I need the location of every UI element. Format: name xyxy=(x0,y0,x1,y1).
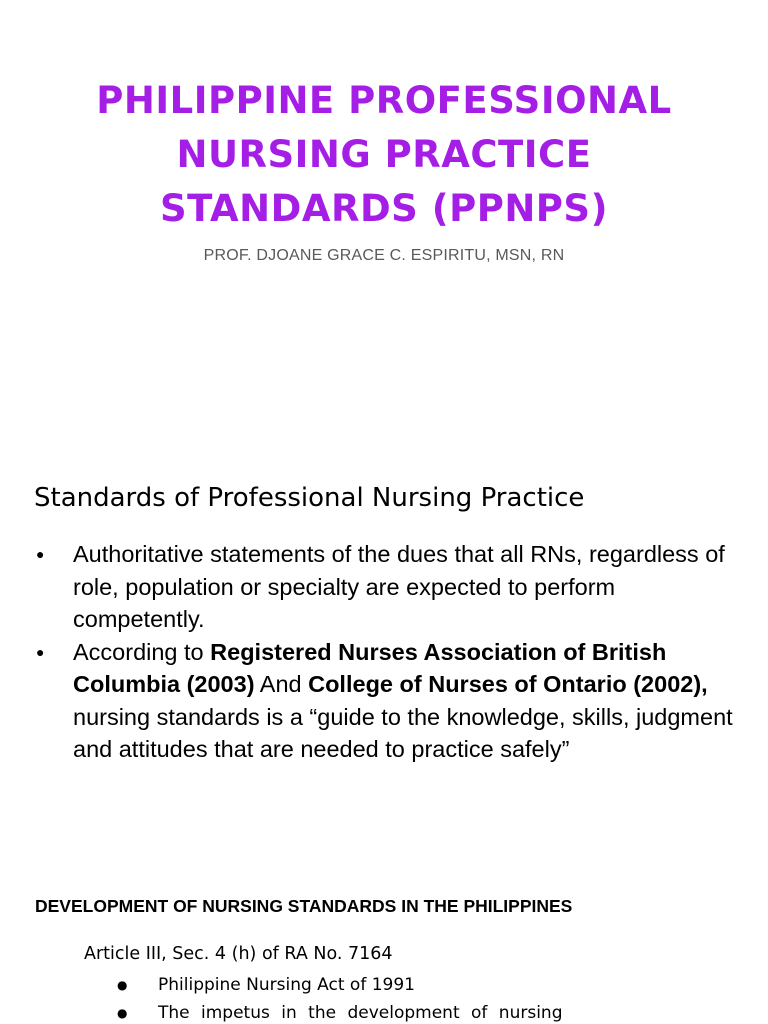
bullet-text: Philippine Nursing Act of 1991 xyxy=(158,975,415,995)
list-item xyxy=(117,999,562,1024)
list-item xyxy=(117,971,562,999)
title-line-2: NURSING PRACTICE xyxy=(176,133,592,176)
standards-slide xyxy=(0,430,768,850)
development-slide xyxy=(0,850,768,1024)
bullet-text-and: And xyxy=(254,671,309,697)
title-line-1: PHILIPPINE PROFESSIONAL xyxy=(96,79,672,122)
bullet-text: The impetus in the development of nursing xyxy=(158,1003,563,1023)
bullet-bold-cno: College of Nurses of Ontario (2002), xyxy=(308,671,708,697)
bullet-text-definition: nursing standards is a “guide to the knowledge, skills, judgment and attitudes that are needed to practice safely” xyxy=(73,703,733,762)
bullet-dot-icon: ● xyxy=(36,643,45,660)
development-heading: DEVELOPMENT OF NURSING STANDARDS IN THE PHILIPPINES xyxy=(35,896,573,916)
title-line-3: STANDARDS (PPNPS) xyxy=(160,187,608,230)
development-bullet-list xyxy=(117,971,562,1024)
list-item xyxy=(34,538,734,636)
bullet-dot-icon: ● xyxy=(117,1006,128,1020)
bullet-text: Authoritative statements of the dues that all RNs, regardless of role, population or specialty are expected to perform competently. xyxy=(73,541,725,632)
list-item xyxy=(34,636,734,766)
bullet-text-intro: According to xyxy=(73,638,211,665)
presentation-title xyxy=(20,74,748,236)
author-subtitle: PROF. DJOANE GRACE C. ESPIRITU, MSN, RN xyxy=(203,247,565,264)
bullet-dot-icon: ● xyxy=(36,546,45,562)
title-slide xyxy=(0,0,768,430)
bullet-dot-icon: ● xyxy=(117,978,128,992)
standards-bullet-list xyxy=(34,538,734,766)
standards-heading: Standards of Professional Nursing Practice xyxy=(34,483,585,513)
bullet-bold-rnabc: Registered Nurses Association of British Columbia (2003) xyxy=(73,638,667,697)
article-heading: Article III, Sec. 4 (h) of RA No. 7164 xyxy=(84,944,393,964)
